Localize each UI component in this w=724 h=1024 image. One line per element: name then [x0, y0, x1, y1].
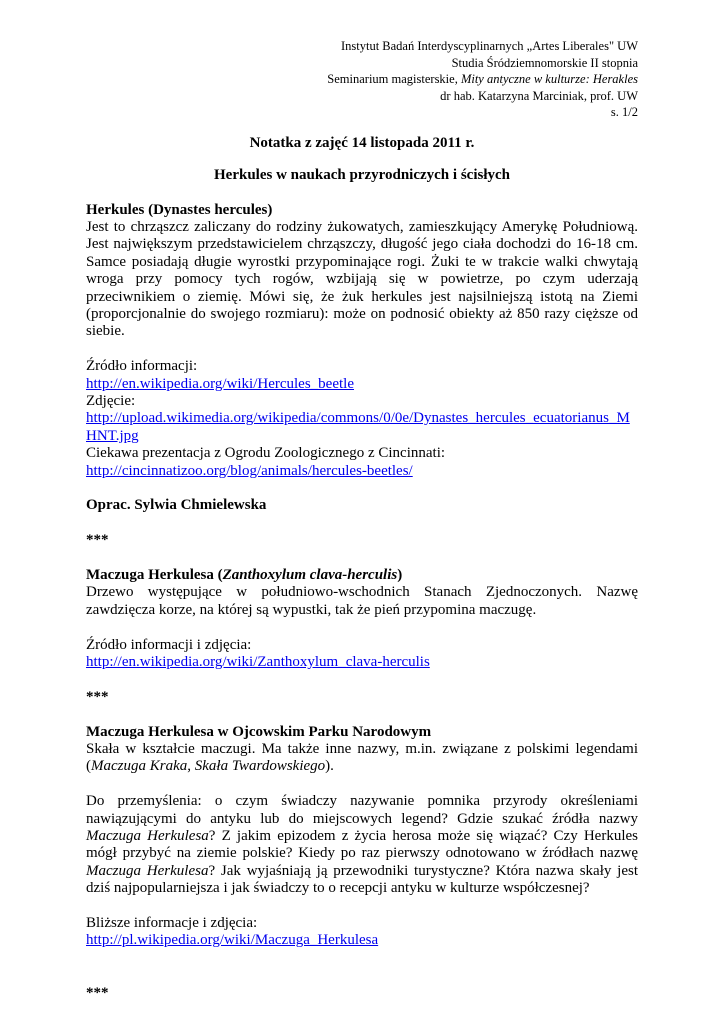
header-seminar — [86, 71, 638, 88]
separator: *** — [86, 688, 109, 705]
author-note: Oprac. Sylwia Chmielewska — [86, 497, 267, 514]
reflection-questions — [86, 793, 638, 897]
link-cincinnati-zoo[interactable]: http://cincinnatizoo.org/blog/animals/hercules-beetles/ — [86, 462, 413, 479]
tree-source-label: Źródło informacji i zdjęcia: — [86, 636, 252, 653]
rock-text-prefix: Skała w kształcie maczugi. Ma także inne nazwy, m.in. związane z polskimi legendami ( — [86, 740, 638, 775]
section-text-beetle: Jest to chrząszcz zaliczany do rodziny żukowatych, zamieszkujący Amerykę Południową. Jest największym przedstawicielem chrząszczy, długość jego ciała dochodzi do 16-18 cm. Samce posiadają długie wyrostki przypominające rogi. Żuki te w trakcie walki chwytają wroga przy pomocy tych rogów, wzbijają się w powietrze, po czym uderzają przeciwnikiem o ziemię. Mówi się, że żuk herkules jest najsilniejszą istotą na Ziemi (proporcjonalnie do swojego rozmiaru): może on podnosić obiekty aż 850 razy cięższe od siebie. — [86, 218, 638, 340]
header-lecturer: dr hab. Katarzyna Marciniak, prof. UW — [440, 88, 638, 103]
section-text-rock — [86, 741, 638, 776]
link-maczuga-herkulesa[interactable]: http://pl.wikipedia.org/wiki/Maczuga_Herkulesa — [86, 932, 379, 949]
page-subtitle: Herkules w naukach przyrodniczych i ścisłych — [214, 166, 510, 183]
page-number: s. 1/2 — [610, 105, 638, 119]
separator: *** — [86, 532, 109, 549]
questions-part2: ? Z jakim epizodem z życia herosa może się wiązać? Czy Herkules mógł przybyć na ziemie polskie? Kiedy po raz pierwszy odnotowano w źródłach nazwę — [86, 828, 638, 862]
photo-label: Zdjęcie: — [86, 392, 136, 409]
tree-heading-prefix: Maczuga Herkulesa ( — [86, 566, 223, 583]
link-beetle-photo[interactable]: http://upload.wikimedia.org/wikipedia/commons/0/0e/Dynastes_hercules_ecuatorianus_MHNT.jpg — [86, 410, 630, 444]
questions-part3: ? Jak wyjaśniają ją przewodniki turystyczne? Która nazwa skały jest dziś najpopularniejsza i jak świadczy to o recepcji antyku w kulturze współczesnej? — [86, 862, 639, 897]
tree-heading-latin: Zanthoxylum clava-herculis — [222, 566, 398, 583]
rock-name-kraka: Maczuga Kraka — [91, 758, 188, 775]
link-hercules-beetle[interactable]: http://en.wikipedia.org/wiki/Hercules_beetle — [86, 375, 354, 392]
section-heading-rock: Maczuga Herkulesa w Ojcowskim Parku Narodowym — [86, 723, 432, 740]
rock-text-mid: , — [187, 758, 195, 775]
document-header — [86, 38, 638, 121]
page-title: Notatka z zajęć 14 listopada 2011 r. — [249, 134, 475, 151]
questions-part1: Do przemyślenia: o czym świadczy nazywanie pomnika przyrody określeniami nawiązującymi do antyku lub do miejscowych legend? Gdzie szukać źródła nazwy — [86, 793, 638, 827]
rock-name-twardowski: Skała Twardowskiego — [194, 758, 326, 775]
more-info-label: Bliższe informacje i zdjęcia: — [86, 915, 258, 932]
header-seminar-prefix: Seminarium magisterskie, — [327, 72, 461, 86]
separator: *** — [86, 984, 109, 1001]
zoo-label: Ciekawa prezentacja z Ogrodu Zoologicznego z Cincinnati: — [86, 445, 446, 462]
header-program: Studia Śródziemnomorskie II stopnia — [451, 55, 638, 70]
header-institute: Instytut Badań Interdyscyplinarnych „Artes Liberales" UW — [340, 39, 638, 53]
section-heading-beetle: Herkules (Dynastes hercules) — [86, 201, 273, 218]
link-zanthoxylum[interactable]: http://en.wikipedia.org/wiki/Zanthoxylum_clava-herculis — [86, 653, 430, 670]
source-label: Źródło informacji: — [86, 358, 198, 375]
rock-text-suffix: ). — [325, 758, 334, 775]
questions-italic1: Maczuga Herkulesa — [86, 828, 209, 844]
section-text-tree: Drzewo występujące w południowo-wschodnich Stanach Zjednoczonych. Nazwę zawdzięcza korze, na której są wypustki, tak że pień przypomina maczugę. — [86, 584, 638, 618]
questions-italic2: Maczuga Herkulesa — [86, 862, 209, 879]
tree-heading-suffix: ) — [397, 566, 403, 583]
document-page — [86, 38, 638, 1002]
document-body — [86, 202, 638, 1003]
section-heading-tree — [86, 567, 638, 584]
header-seminar-topic: Mity antyczne w kulturze: Herakles — [460, 72, 638, 86]
